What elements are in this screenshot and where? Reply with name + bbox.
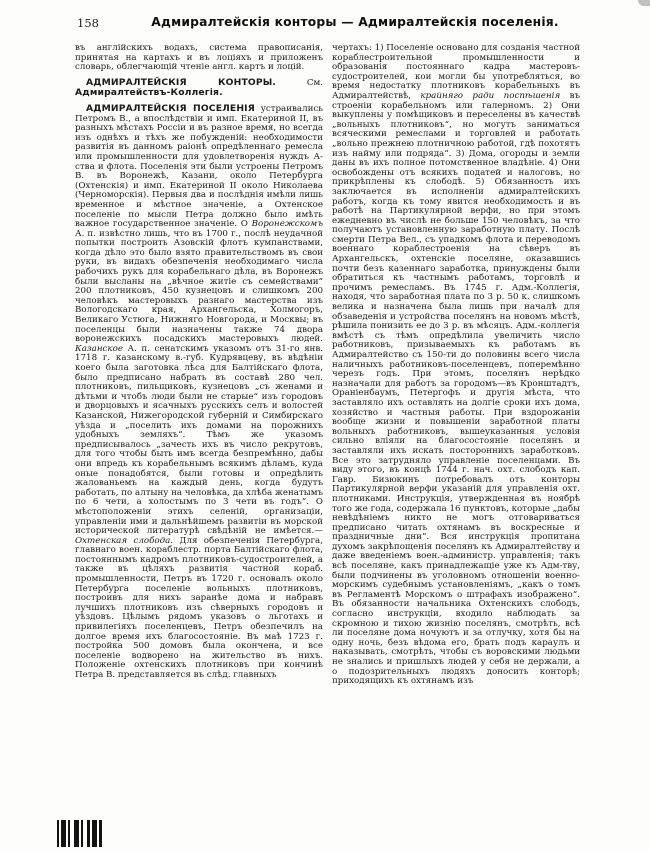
right-column	[332, 44, 580, 687]
paragraph	[75, 78, 323, 99]
running-title: Адмиралтейскія конторы — Адмиралтейскія поселенія.	[151, 15, 559, 29]
italic-term: Воронежскомъ	[251, 219, 323, 230]
body-text: А. п. извѣстно лишь, что въ 1700 г., послѣ неудачной попытки построить Азовскій флотъ кумпанствами, когда дѣло это было взято правительствомъ въ свои руки, въ видахъ обезпеченія необходимаго числа рабочихъ рукъ для корабельнаго дѣла, въ Воронежъ были высланы на „вѣчное житіе съ семействами“ 200 плотниковъ, 450 кузнецовъ и слишкомъ 200 человѣкъ мастеровыхъ разнаго мастерства изъ Вологодскаго края, Архангельска, Холмогоръ, Великаго Устюга, Нижняго Новгорода, и Москвы; въ поселенцы были назначены также 74 двора воронежскихъ посадскихъ мастеровыхъ людей.	[75, 228, 323, 345]
barcode-stamp-mark	[57, 820, 104, 847]
italic-term: крайняго ради поспѣшенія	[420, 90, 561, 101]
entry-title: АДМИРАЛТЕЙСКІЯ ПОСЕЛЕНІЯ	[86, 102, 255, 114]
body-text: устраивались Петромъ В., а впослѣдствіи и имп. Екатериной II, въ разныхъ мѣстахъ Россіи и въ разное время, но всегда изъ однѣхъ и тѣхъ же побужденій: необходимости развитія въ данномъ раіонѣ опредѣленнаго ремесла или промышленности для удовлетворенія нуждъ А-ства и флота. Поселенія эти были устроены Петромъ В. въ Воронежѣ, Казани, около Петербурга (Охтенскія) и имп. Екатериной II около Николаева (Черноморскія). Первыя два и послѣднія имѣли лишь временное и мѣстное значеніе, а Охтенское поселеніе по мысли Петра должно было имѣть важное государственное значеніе. О	[75, 103, 323, 230]
entry-title: АДМИРАЛТЕЙСКІЯ КОНТОРЫ.	[86, 76, 277, 88]
scan-corner-artifact	[638, 0, 650, 6]
paragraph	[75, 44, 323, 73]
body-text: Для обезпеченія Петербурга, главнаго воен. кораблестр. порта Балтійскаго флота, постояннымъ кадромъ плотниковъ-судостроителей, а также въ цѣляхъ развитія частной кораб. промышленности, Петръ въ 1720 г. основалъ около Петербурга поселеніе вольныхъ плотниковъ, построивъ для нихъ заранѣе дома и набравъ лучшихъ плотниковъ изъ сѣверныхъ городовъ и уѣздовъ. Цѣлымъ рядомъ указовъ о льготахъ и привилегіяхъ поселенцевъ, Петръ обезпечилъ на долгое время ихъ благосостояніе. Въ маѣ 1723 г. постройка 500 домовъ была окончена, и все поселеніе водворено на жительство въ нихъ. Положеніе охтенскихъ плотниковъ при кончинѣ Петра В. представляется въ слѣд. главныхъ	[75, 535, 323, 680]
body-text: См.	[276, 77, 323, 88]
paragraph	[75, 104, 323, 681]
italic-term: Казанское	[75, 343, 123, 354]
body-text: А. п. сенатскимъ указомъ отъ 31-го янв. 1718 г. казанскому в.-губ. Кудрявцеву, въ вѣдѣніи коего была заготовка лѣса для Балтійскаго флота, было предписано набрать въ составѣ 280 чел. плотниковъ, пильщиковъ, кузнецовъ „съ женами и дѣтьми и чтобъ люди были не старые“ изъ городовъ и дворцовыхъ и ясачныхъ русскихъ селъ и волостей Казанской, Нижегородской губерній и Симбирскаго уѣзда и „поселить ихъ домами на порожнихъ удобныхъ земляхъ“. Тѣмъ же указомъ предписывалось „зачесть ихъ въ число рекрутовъ, для того чтобы быть имъ всегда безпремѣнно, дабы они впредь къ корабельнымъ всякимъ дѣламъ, куда оные понадобятся, были готовы и опредѣлить жалованьемъ на каждый день, когда будутъ работать, по алтыну на человѣка, да хлѣба женатымъ по 6 чети, а холостымъ по 3 чети въ годъ“. О мѣстоположеніи этихъ селеній, организаціи, управленіи ими и дальнѣйшемъ развитіи въ морской исторической литературѣ свѣдѣній не имѣется.—	[75, 343, 323, 537]
page-number: 158	[77, 16, 99, 30]
entry-title: Адмиралтействъ-Коллегія.	[75, 87, 223, 99]
body-text: чертахъ: 1) Поселеніе основано для созданія частной кораблестроительной промышленности и образованія постояннаго кадра мастеровъ-судостроителей, кои могли бы употребляться, во время недостатку плотниковъ корабельныхъ въ Адмиралтействѣ,	[332, 43, 580, 101]
body-text: въ англійскихъ водахъ, система правописанія, принятая на картахъ и въ лоціяхъ и приложенъ словарь, облегчающій чтеніе англ. картъ и лоцій.	[75, 43, 323, 73]
italic-term: Охтенская слобода.	[75, 535, 174, 546]
body-text: въ строеніи корабельномъ или галерномъ. 2) Они выкуплены у помѣщиковъ и переселены въ качествѣ „вольныхъ плотниковъ“, но могутъ заниматься всяческими ремеслами и торговлей и работать „вольно прежнею плотничною работой, гдѣ похотятъ изъ найму или подряда“. 3) Дома, огороды и земли даны въ ихъ полное потомственное владѣніе. 4) Они освобождены отъ всякихъ податей и налоговъ, но прикрѣплены къ слободѣ. 5) Обязанность ихъ заключается въ исполненіи адмиралтейскихъ работъ, когда къ тому явится необходимость и въ работѣ на Партикулярной верфи, но при этомъ ежедневно въ числѣ не больше 150 человѣкъ, за что получаютъ установленную заработную плату. Послѣ смерти Петра Вел., съ упадкомъ флота и переводомъ военнаго кораблестроенія на сѣверъ въ Архангельскъ, охтенскіе поселяне, оказавшись почти безъ казеннаго заработка, принуждены были обратиться къ частнымъ работамъ, торговлѣ и прочимъ ремесламъ. Въ 1745 г. Адм.-Коллегія, находя, что заработная плата по 3 р. 50 к. слишкомъ велика и назначена была лишь при началѣ для обзаведенія и устройства поселянъ на новомъ мѣстѣ, рѣшила понизить ее до 3 р. въ мѣсяцъ. Адм.-коллегія вмѣстѣ съ тѣмъ опредѣлила увеличить число работниковъ, призываемыхъ къ работамъ въ Адмиралтейство съ 150-ти до половины всего числа наличныхъ работниковъ-поселенцевъ, поперемѣнно черезъ годъ. При этомъ, поселянъ нерѣдко назначали для работъ за городомъ—въ Кронштадтъ, Ораніенбаумъ, Петергофъ и другія мѣста, что заставляло ихъ оставлять на долгіе сроки ихъ дома, хозяйство и частныя работы. При вздорожаніи вообще жизни и повышеніи заработной платы вольныхъ работниковъ, вышеуказанныя условія сильно вліяли на благосостояніе поселянъ и заставляли ихъ искать постороннихъ заработковъ. Все это затрудняло управленіе поселенцами. Въ виду этого, въ концѣ 1744 г. нач. охт. слободъ кап. Гавр. Бизюкинъ потребовалъ отъ конторы Партикулярной верфи указаній для управленія охт. плотниками. Инструкція, утвержденная въ ноябрѣ того же года, содержала 16 пунктовъ, которые „дабы невѣдѣніемъ никто не могъ отговариваться предписано читать охтянамъ въ воскресные и праздничные дни“. Вся инструкція пропитана духомъ закрѣпощенія поселянъ къ Адмиралтейству и даже введеніемъ воен.-администр. управленія; такъ всѣ поселяне, какъ принадлежащіе уже къ Адм-тву, были подчинены въ уголовномъ отношеніи военно-морскимъ судебнымъ установленіямъ, „какъ о томъ въ Регламентѣ Морскомъ о штрафахъ изображено“. Въ обязанности начальника Охтенскихъ слободъ, согласно инструкціи, входило наблюдать за скромною и тихою жизнію поселянъ, смотрѣть, всѣ ли поселяне дома ночуютъ и за отлучку, хотя бы на одну ночь, безъ вѣдома его, брать подъ караулъ и наказывать, смотрѣть, чтобы съ воровскими людьми не знались и пришлыхъ людей у себя не держали, а о подозрительныхъ людяхъ доносить конторѣ; приходящихъ къ охтянамъ изъ	[332, 90, 580, 687]
text-columns	[75, 44, 581, 687]
left-column	[75, 44, 323, 687]
paragraph	[332, 44, 580, 687]
